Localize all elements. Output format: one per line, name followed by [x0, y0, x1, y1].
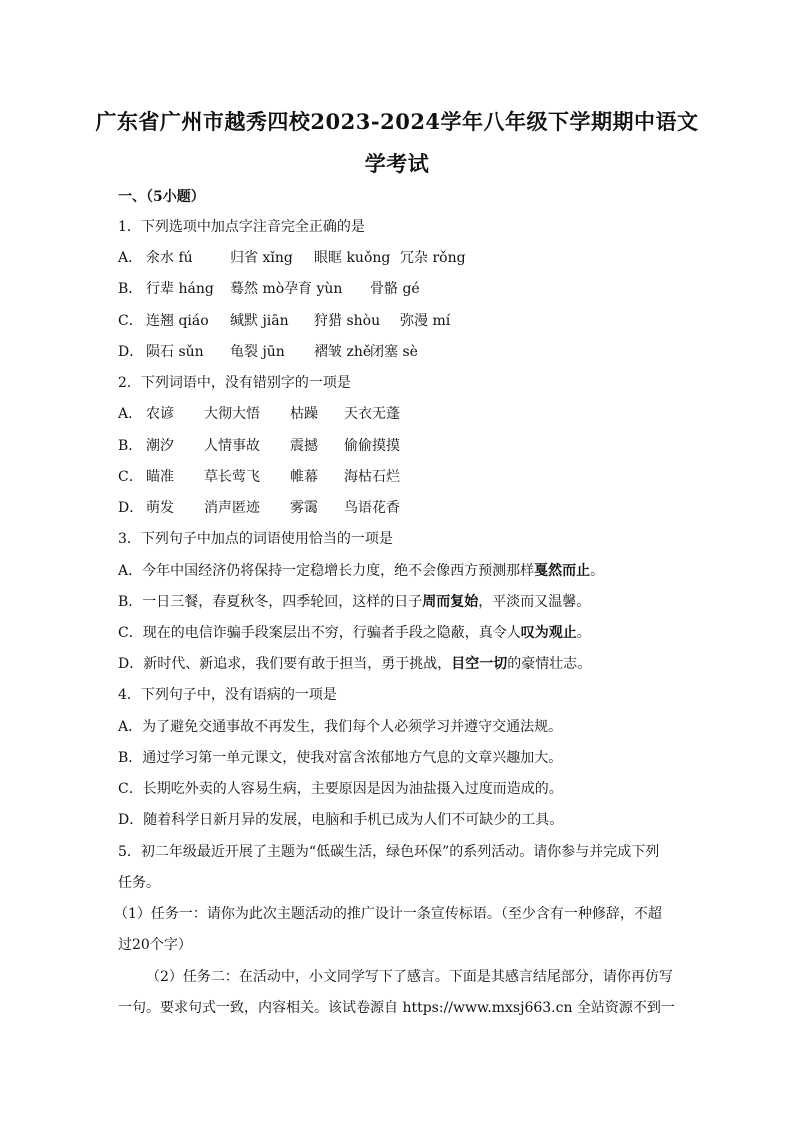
option-item: 孕育 yùn	[284, 281, 343, 297]
option-item: 帷幕	[290, 469, 318, 485]
option-item: 归省 xǐng	[230, 250, 293, 266]
option-item: 瞄准	[146, 469, 174, 485]
dotted-phrase: 戛然而止	[534, 563, 591, 579]
option-item: 萌发	[146, 500, 174, 516]
q5-task2-line-1: （2）任务二：在活动中，小文同学写下了感言。下面是其感言结尾部分，请你再仿写	[146, 969, 673, 985]
option-item: 偷偷摸摸	[344, 438, 400, 454]
dotted-phrase: 叹为观止	[520, 625, 577, 641]
q3-option-c	[118, 624, 591, 642]
option-item: 狩猎 shòu	[314, 313, 381, 329]
sentence-text: 的豪情壮志。	[507, 656, 592, 672]
q3-option-d	[118, 655, 591, 673]
option-item: 海枯石烂	[344, 469, 400, 485]
q4-option-a: A．为了避免交通事故不再发生，我们每个人必须学习并遵守交通法规。	[118, 719, 563, 735]
option-item: 枯躁	[290, 406, 318, 422]
sentence-text: 。	[590, 563, 605, 579]
option-item: 骨骼 gé	[370, 281, 420, 297]
option-letter: A．	[118, 250, 143, 266]
option-item: 行辈 háng	[146, 281, 214, 297]
option-item: 冗杂 rǒng	[400, 250, 466, 266]
option-item: 眼眶 kuǒng	[314, 250, 391, 266]
option-item: 连翘 qiáo	[146, 313, 209, 329]
option-letter: B．	[118, 438, 143, 454]
q1-stem: 1．下列选项中加点字注音完全正确的是	[118, 219, 365, 235]
option-item: 蓦然 mò	[230, 281, 285, 297]
q5-task1-line-2: 过20个字）	[118, 937, 192, 953]
option-item: 天衣无蓬	[344, 406, 400, 422]
dotted-phrase: 周而复始	[422, 594, 479, 610]
q5-task2-line-2: 一句。要求句式一致，内容相关。该试卷源自 https://www.mxsj663.cn 全站资源不到一	[118, 1000, 675, 1016]
q4-option-d: D．随着科学日新月异的发展，电脑和手机已成为人们不可缺少的工具。	[118, 812, 564, 828]
option-item: 震撼	[290, 438, 318, 454]
option-letter: D．	[118, 500, 144, 516]
sentence-text: D．新时代、新追求，我们要有敢于担当，勇于挑战，	[118, 656, 452, 672]
sentence-text: ，平淡而又温馨。	[478, 594, 591, 610]
option-item: 缄默 jiān	[230, 313, 289, 329]
option-letter: C．	[118, 469, 143, 485]
q3-option-a	[118, 562, 604, 580]
option-item: 大彻大悟	[204, 406, 260, 422]
dotted-phrase: 目空一切	[451, 656, 508, 672]
option-item: 鸟语花香	[344, 500, 400, 516]
option-item: 陨石 sǔn	[146, 344, 204, 360]
sentence-text: B．一日三餐，春夏秋冬，四季轮回，这样的日子	[118, 594, 423, 610]
sentence-text: C．现在的电信诈骗手段案层出不穷，行骗者手段之隐蔽，真令人	[118, 625, 521, 641]
option-item: 弥漫 mí	[400, 313, 451, 329]
q4-stem: 4．下列句子中，没有语病的一项是	[118, 687, 337, 703]
option-item: 龟裂 jūn	[230, 344, 285, 360]
sentence-text: A．今年中国经济仍将保持一定稳增长力度，绝不会像西方预测那样	[118, 563, 535, 579]
option-item: 雾霭	[290, 500, 318, 516]
q3-stem: 3．下列句子中加点的词语使用恰当的一项是	[118, 531, 393, 547]
section-heading: 一、（5小题）	[118, 189, 205, 205]
exam-title-line-2: 学考试	[364, 151, 430, 176]
option-item: 闭塞 sè	[370, 344, 418, 360]
option-letter: C．	[118, 313, 143, 329]
q5-stem-line-1: 5．初二年级最近开展了主题为“低碳生活，绿色环保”的系列活动。请你参与并完成下列	[118, 844, 660, 860]
q4-option-b: B．通过学习第一单元课文，使我对富含浓郁地方气息的文章兴趣加大。	[118, 750, 563, 766]
q4-option-c: C．长期吃外卖的人容易生病，主要原因是因为油盐摄入过度而造成的。	[118, 781, 563, 797]
option-letter: B．	[118, 281, 143, 297]
q2-stem: 2．下列词语中，没有错别字的一项是	[118, 375, 351, 391]
q3-option-b	[118, 593, 590, 611]
option-item: 褶皱 zhě	[314, 344, 372, 360]
option-letter: D．	[118, 344, 144, 360]
option-item: 消声匿迹	[204, 500, 260, 516]
q5-task1-line-1: （1）任务一：请你为此次主题活动的推广设计一条宣传标语。（至少含有一种修辞，不超	[114, 906, 662, 922]
option-item: 潮汐	[146, 438, 174, 454]
option-item: 氽水 fú	[146, 250, 193, 266]
option-item: 农谚	[146, 406, 174, 422]
exam-title-line-1: 广东省广州市越秀四校2023-2024学年八年级下学期期中语文	[95, 109, 699, 134]
q5-stem-line-2: 任务。	[118, 875, 160, 891]
sentence-text: 。	[576, 625, 591, 641]
option-item: 草长莺飞	[204, 469, 260, 485]
option-letter: A．	[118, 406, 143, 422]
option-item: 人情事故	[204, 438, 260, 454]
